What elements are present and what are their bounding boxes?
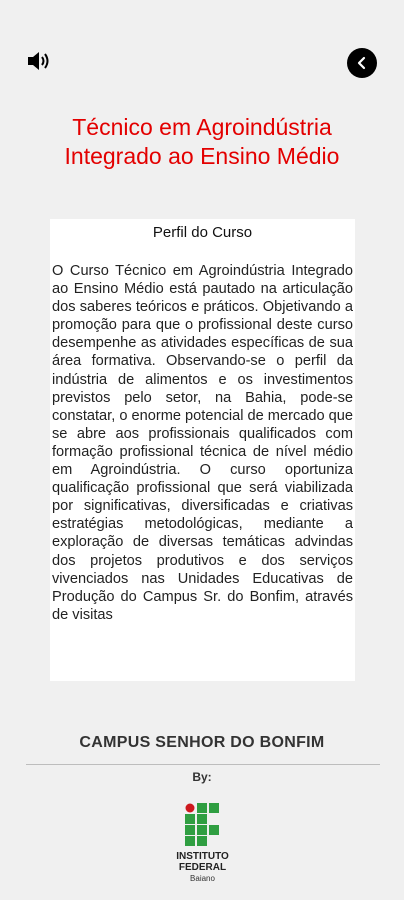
divider (26, 764, 380, 765)
campus-name: CAMPUS SENHOR DO BONFIM (79, 734, 325, 751)
back-button[interactable] (347, 48, 377, 78)
speaker-icon[interactable] (24, 46, 54, 76)
logo-text (165, 851, 240, 884)
logo-text-line-3: Baiano (190, 874, 215, 883)
top-bar (0, 0, 404, 110)
card-body-text: O Curso Técnico em Agroindústria Integrado ao Ensino Médio está pautado na articulação dos saberes teóricos e práticos. Objetivando a promoção para que o profissional deste curso desempenhe as atividades específicas de sua área formativa. Observando-se o perfil da indústria de alimentos e os investimentos previstos pelo setor, na Bahia, pode-se constatar, o enorme potencial de mercado que se abre aos profissionais qualificados com formação profissional técnica de nível médio em Agroindústria. O curso oportuniza qualificação profissional que será viabilizada por significativas, diversificadas e criativas estratégias metodológicas, mediante a exploração de diversas temáticas advindas dos projetos produtivos e dos serviços vivenciados nas Unidades Educativas de Produção do Campus Sr. do Bonfim, através de visitas (52, 263, 353, 623)
logo-text-line-1: INSTITUTO (176, 851, 229, 862)
card-heading: Perfil do Curso (152, 224, 253, 241)
chevron-left-icon (355, 56, 369, 70)
page-title (0, 113, 404, 171)
page-title-line-1: Técnico em Agroindústria (72, 114, 332, 140)
page-title-line-2: Integrado ao Ensino Médio (64, 143, 340, 169)
logo-grid-icon (185, 803, 219, 847)
by-label: By: (192, 770, 212, 784)
course-profile-card[interactable] (50, 219, 355, 681)
institution-logo (165, 803, 240, 893)
logo-text-line-2: FEDERAL (178, 862, 227, 873)
